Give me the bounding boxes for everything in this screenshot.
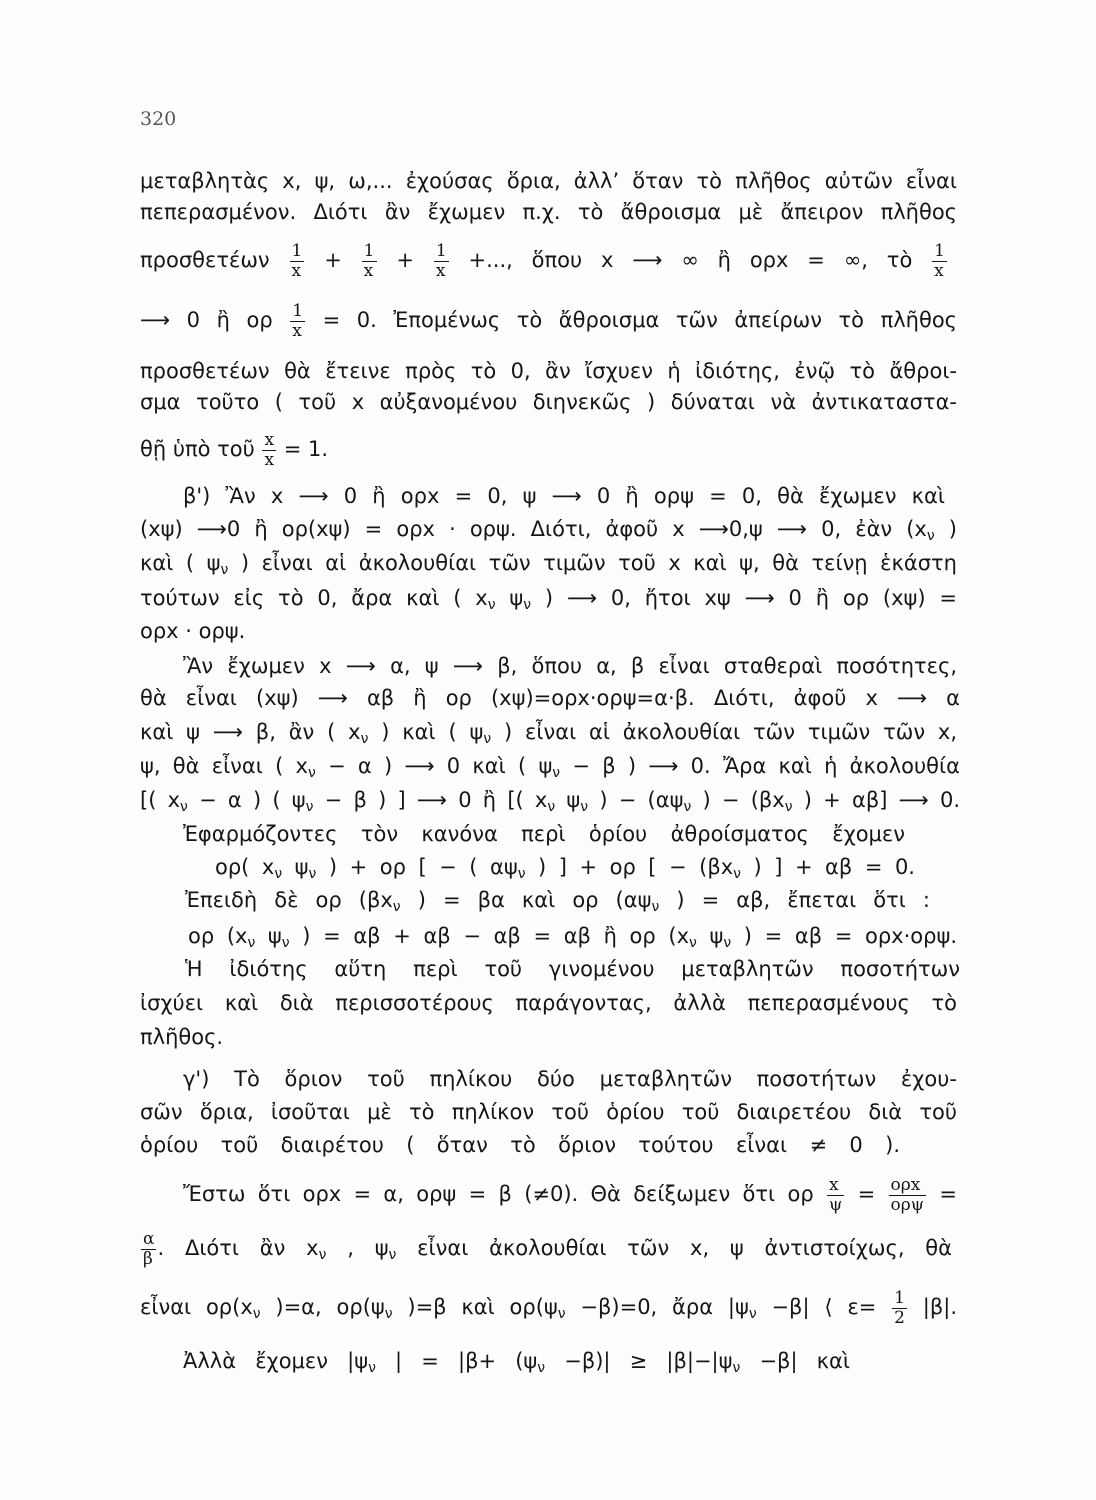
text-run: σμα τοῦτο ( τοῦ x αὐξανομένου διηνεκῶς ) δύναται νὰ ἀντικαταστα- xyxy=(140,390,957,414)
subscript: ν xyxy=(360,731,369,747)
text-run: Ἡ ἰδιότης αὕτη περὶ τοῦ γινομένου μεταβλητῶν ποσοτήτων xyxy=(185,957,960,981)
text-run: ) = αβ = ορx·ορψ. xyxy=(731,924,957,948)
text-line xyxy=(140,754,960,781)
text-run: ) ] + αβ = 0. xyxy=(740,855,915,879)
subscript: ν xyxy=(220,562,229,578)
text-run: Ἐπειδὴ δὲ ορ (βx xyxy=(185,888,393,912)
fraction-numerator: α xyxy=(143,1228,155,1249)
subscript: ν xyxy=(723,935,732,951)
text-run: + xyxy=(377,248,433,272)
subscript: ν xyxy=(487,597,496,613)
fraction-numerator: x xyxy=(264,429,275,450)
text-run: ορ( x xyxy=(215,855,275,879)
text-line xyxy=(140,169,957,193)
subscript: ν xyxy=(537,1360,546,1376)
text-run: καὶ ( ψ xyxy=(140,551,221,575)
text-run: πεπερασμένον. Διότι ἂν ἔχωμεν π.χ. τὸ ἄθροισμα μὲ ἄπειρον πλῆθος xyxy=(140,200,957,224)
fraction-denominator: x xyxy=(290,261,305,281)
text-run: ⟶ 0 ἢ ορ xyxy=(140,308,290,332)
subscript: ν xyxy=(683,799,692,815)
subscript: ν xyxy=(318,1247,327,1263)
text-run: | = |β+ (ψ xyxy=(375,1349,538,1373)
subscript: ν xyxy=(308,866,317,882)
text-run: Ἀλλὰ ἔχομεν |ψ xyxy=(183,1349,369,1373)
text-line xyxy=(140,300,958,341)
text-run: −β)=0, ἄρα |ψ xyxy=(565,1295,749,1319)
fraction-numerator: 1 xyxy=(934,240,945,261)
text-run: τούτων εἰς τὸ 0, ἄρα καὶ ( x xyxy=(140,586,488,610)
subscript: ν xyxy=(274,866,283,882)
text-line xyxy=(140,1287,957,1328)
text-line xyxy=(140,429,329,470)
fraction-numerator: 1 xyxy=(291,240,303,261)
fraction-numerator: x xyxy=(828,1174,839,1195)
text-run: ἰσχύει καὶ διὰ περισσοτέρους παράγοντας, ἀλλὰ πεπερασμένους τὸ xyxy=(140,991,957,1015)
subscript: ν xyxy=(252,1306,261,1322)
text-run: −β| ⟨ ε= xyxy=(756,1295,892,1319)
text-run: −β)| ≥ |β|−|ψ xyxy=(545,1349,733,1373)
fraction-denominator: x xyxy=(932,261,947,281)
text-line xyxy=(140,788,961,815)
text-run: . Διότι ἂν x xyxy=(157,1236,319,1260)
text-run: ) εἶναι αἱ ἀκολουθίαι τῶν τιμῶν τοῦ x καὶ ψ, θὰ τείνῃ ἑκάστη xyxy=(228,551,957,575)
text-line xyxy=(140,359,957,383)
text-run: ) ⟶ 0, ἤτοι xψ ⟶ 0 ἢ ορ (xψ) = xyxy=(531,586,957,610)
text-run: ψ xyxy=(495,586,524,610)
fraction-denominator: ψ xyxy=(828,1194,843,1215)
subscript: ν xyxy=(547,799,556,815)
text-run: θῇ ὑπὸ τοῦ xyxy=(140,437,262,461)
text-run: [( x xyxy=(140,788,181,812)
text-line xyxy=(140,720,958,747)
text-line xyxy=(185,957,960,981)
text-run: ) ] + ορ [ − (βx xyxy=(525,855,734,879)
text-run: ) − (αψ xyxy=(588,788,684,812)
text-run: ) = αβ + αβ − αβ = αβ ἢ ορ (x xyxy=(289,924,689,948)
subscript: ν xyxy=(557,1306,566,1322)
fraction-denominator: β xyxy=(141,1249,156,1269)
fraction-numerator: ορx xyxy=(890,1174,921,1195)
subscript: ν xyxy=(384,1306,393,1322)
text-run: ) εἶναι αἱ ἀκολουθίαι τῶν τιμῶν τῶν x, xyxy=(491,720,958,744)
subscript: ν xyxy=(517,866,526,882)
text-line xyxy=(183,1174,957,1215)
fraction-denominator: x xyxy=(290,321,305,341)
text-run: ) − (βx xyxy=(691,788,785,812)
fraction-numerator: 1 xyxy=(363,240,375,261)
text-run: + xyxy=(305,248,361,272)
fraction xyxy=(141,1230,156,1269)
text-line xyxy=(140,517,957,544)
subscript: ν xyxy=(552,765,561,781)
text-run: −β| καὶ xyxy=(740,1349,850,1373)
text-run: ) + αβ] ⟶ 0. xyxy=(792,788,961,812)
subscript: ν xyxy=(784,799,793,815)
text-line xyxy=(140,240,948,281)
fraction-numerator: 1 xyxy=(435,240,447,261)
subscript: ν xyxy=(689,935,697,951)
text-run: ψ xyxy=(255,924,282,948)
text-run: = 1. xyxy=(277,437,329,461)
text-run: ορ (x xyxy=(188,924,248,948)
subscript: ν xyxy=(651,899,660,915)
text-line xyxy=(140,551,957,578)
text-run: πλῆθος. xyxy=(140,1025,224,1049)
fraction xyxy=(932,242,947,281)
text-line xyxy=(140,390,957,414)
text-run: καὶ ψ ⟶ β, ἂν ( x xyxy=(140,720,361,744)
text-run: ) καὶ ( ψ xyxy=(368,720,484,744)
subscript: ν xyxy=(523,597,532,613)
text-run: Ἐφαρμόζοντες τὸν κανόνα περὶ ὁρίου ἀθροίσματος ἔχομεν xyxy=(183,822,905,846)
text-line xyxy=(215,855,915,882)
subscript: ν xyxy=(368,1360,376,1376)
text-run: − α ) ( ψ xyxy=(187,788,306,812)
text-line xyxy=(140,991,957,1015)
fraction-denominator: x xyxy=(264,449,275,470)
text-run: − β ) ⟶ 0. Ἄρα καὶ ἡ ἀκολουθία xyxy=(560,754,960,778)
fraction xyxy=(362,242,377,281)
text-run: ψ, θὰ εἶναι ( x xyxy=(140,754,308,778)
text-run: ) xyxy=(934,517,957,541)
text-run: )=α, ορ(ψ xyxy=(260,1295,385,1319)
text-run: (xψ) ⟶0 ἢ ορ(xψ) = ορx · ορψ. Διότι, ἀφοῦ x ⟶0,ψ ⟶ 0, ἐὰν (x xyxy=(140,517,927,541)
fraction xyxy=(290,302,305,341)
text-line xyxy=(140,619,245,643)
subscript: ν xyxy=(305,799,314,815)
text-line xyxy=(188,924,957,951)
text-run: γ') Τὸ ὅριον τοῦ πηλίκου δύο μεταβλητῶν ποσοτήτων ἐχου- xyxy=(183,1067,957,1091)
fraction xyxy=(827,1176,844,1215)
page-number: 320 xyxy=(140,108,177,130)
fraction-numerator: 1 xyxy=(894,1287,905,1308)
text-line xyxy=(183,1067,957,1091)
text-line xyxy=(185,888,930,915)
text-run: ) = βα καὶ ορ (αψ xyxy=(400,888,652,912)
text-run: = 0. Ἐπομένως τὸ ἄθροισμα τῶν ἀπείρων τὸ πλῆθος xyxy=(306,308,958,332)
text-run: |β|. xyxy=(907,1295,957,1319)
fraction xyxy=(889,1176,927,1215)
text-run: εἶναι ορ(x xyxy=(140,1295,253,1319)
text-run: Ἔστω ὅτι ορx = α, ορψ = β (≠0). Θὰ δείξωμεν ὅτι ορ xyxy=(183,1182,826,1206)
text-run: μεταβλητὰς x, ψ, ω,... ἐχούσας ὅρια, ἀλλ’ ὅταν τὸ πλῆθος αὐτῶν εἶναι xyxy=(140,169,957,193)
text-line xyxy=(183,484,945,508)
subscript: ν xyxy=(281,935,290,951)
subscript: ν xyxy=(580,799,589,815)
text-run: ορx · ορψ. xyxy=(140,619,246,643)
text-run: , ψ xyxy=(326,1236,389,1260)
text-run: − β ) ] ⟶ 0 ἢ [( x xyxy=(313,788,548,812)
subscript: ν xyxy=(483,731,492,747)
fraction-denominator: ορψ xyxy=(890,1194,925,1215)
subscript: ν xyxy=(732,1360,741,1376)
text-run: ὁρίου τοῦ διαιρέτου ( ὅταν τὸ ὅριον τούτου εἶναι ≠ 0 ). xyxy=(140,1133,900,1157)
text-line xyxy=(140,1133,900,1157)
text-line xyxy=(140,1100,957,1124)
fraction-denominator: x xyxy=(362,261,377,281)
text-run: ψ xyxy=(282,855,309,879)
text-run: − α ) ⟶ 0 καὶ ( ψ xyxy=(315,754,553,778)
text-line xyxy=(140,686,960,710)
text-run: θὰ εἶναι (xψ) ⟶ αβ ἢ ορ (xψ)=ορx·ορψ=α·β. Διότι, ἀφοῦ x ⟶ α xyxy=(140,686,960,710)
text-run: εἶναι ἀκολουθίαι τῶν x, ψ ἀντιστοίχως, θὰ xyxy=(396,1236,952,1260)
text-line xyxy=(183,822,905,846)
text-line xyxy=(140,586,957,613)
text-line xyxy=(140,1228,952,1269)
text-run: σῶν ὅρια, ἰσοῦται μὲ τὸ πηλίκον τοῦ ὁρίου τοῦ διαιρετέου διὰ τοῦ xyxy=(140,1100,957,1124)
text-run: ) + ορ [ − ( αψ xyxy=(316,855,518,879)
text-run: Ἂν ἔχωμεν x ⟶ α, ψ ⟶ β, ὅπου α, β εἶναι σταθεραὶ ποσότητες, xyxy=(183,654,957,678)
subscript: ν xyxy=(307,765,316,781)
text-line xyxy=(140,200,957,224)
text-line xyxy=(183,654,957,678)
text-run: = xyxy=(927,1182,957,1206)
text-run: ψ xyxy=(555,788,581,812)
subscript: ν xyxy=(247,935,256,951)
subscript: ν xyxy=(733,866,741,882)
text-run: ψ xyxy=(696,924,724,948)
subscript: ν xyxy=(388,1247,397,1263)
fraction xyxy=(434,242,449,281)
text-line xyxy=(140,1025,223,1049)
fraction-denominator: 2 xyxy=(894,1307,905,1328)
text-run: +..., ὅπου x ⟶ ∞ ἢ ορx = ∞, τὸ xyxy=(449,248,932,272)
text-run: προσθετέων xyxy=(140,248,289,272)
fraction xyxy=(262,431,276,470)
text-run: = xyxy=(845,1182,888,1206)
text-run: )=β καὶ ορ(ψ xyxy=(392,1295,558,1319)
text-run: ) = αβ, ἔπεται ὅτι : xyxy=(659,888,930,912)
fraction xyxy=(892,1289,907,1328)
text-run: β') Ἂν x ⟶ 0 ἢ ορx = 0, ψ ⟶ 0 ἢ ορψ = 0, θὰ ἔχωμεν καὶ xyxy=(183,484,945,508)
fraction-numerator: 1 xyxy=(292,300,304,321)
text-line xyxy=(183,1349,850,1376)
fraction-denominator: x xyxy=(434,261,449,281)
text-run: προσθετέων θὰ ἔτεινε πρὸς τὸ 0, ἂν ἴσχυεν ἡ ἰδιότης, ἐνῷ τὸ ἄθροι- xyxy=(140,359,957,383)
fraction xyxy=(290,242,305,281)
subscript: ν xyxy=(748,1306,757,1322)
subscript: ν xyxy=(392,899,401,915)
subscript: ν xyxy=(180,799,188,815)
subscript: ν xyxy=(926,528,935,544)
